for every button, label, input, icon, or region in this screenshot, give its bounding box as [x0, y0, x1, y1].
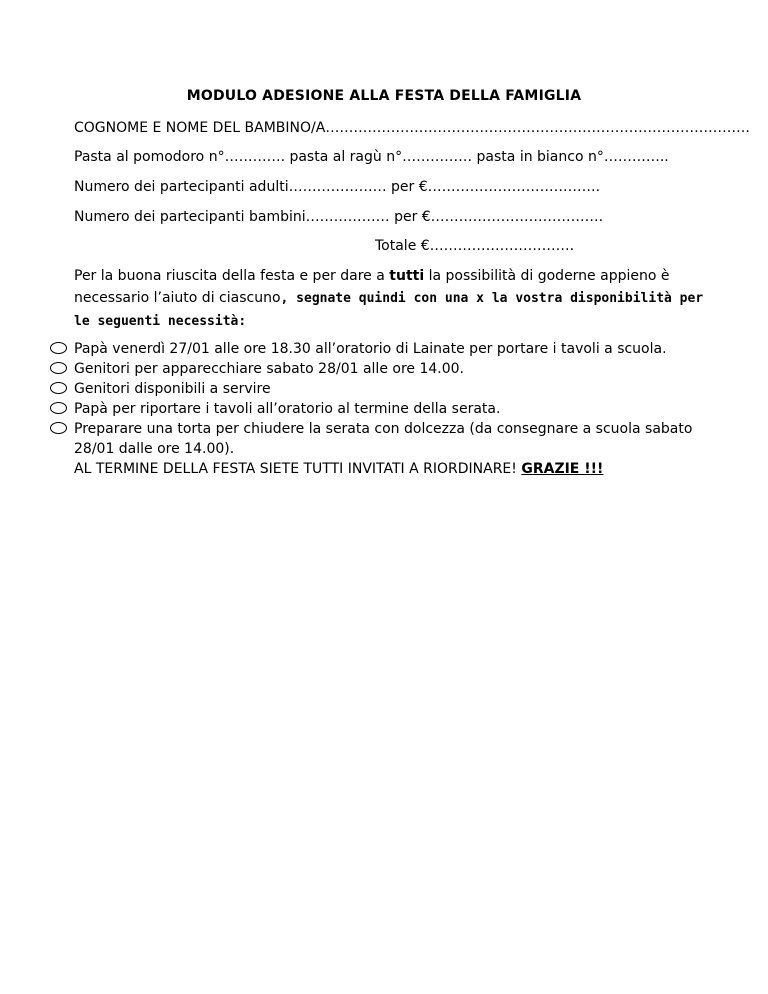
option-label: Preparare una torta per chiudere la serata con dolcezza (da consegnare a scuola sabato 28/01 dalle ore 14.00). — [74, 421, 693, 457]
option-item — [0, 339, 714, 359]
option-checkbox[interactable] — [50, 382, 67, 394]
child-name-field: COGNOME E NOME DEL BAMBINO/A………………………………………………………………………………. — [74, 120, 750, 136]
intro-text-bold-tail: , segnate quindi con una x la vostra disponibilità per le seguenti necessità: — [74, 291, 704, 329]
adults-count-line: Numero dei partecipanti adulti………………… per €………………………………. — [74, 179, 601, 195]
intro-text-part2: la possibilità di goderne appieno è necessario l’aiuto di ciascuno — [74, 268, 670, 306]
option-item — [0, 399, 714, 419]
intro-paragraph — [74, 265, 714, 333]
option-label: Genitori per apparecchiare sabato 28/01 alle ore 14.00. — [74, 361, 464, 377]
option-checkbox[interactable] — [50, 342, 67, 354]
option-item — [0, 379, 714, 399]
option-item — [0, 419, 714, 459]
children-count-line: Numero dei partecipanti bambini……………… per €………………………………. — [74, 209, 604, 225]
option-checkbox[interactable] — [50, 402, 67, 414]
option-checkbox[interactable] — [50, 422, 67, 434]
option-checkbox[interactable] — [50, 362, 67, 374]
pasta-choice-line: Pasta al pomodoro n°…………. pasta al ragù n°…………… pasta in bianco n°………….. — [74, 149, 669, 165]
options-list — [0, 339, 768, 479]
form-title: MODULO ADESIONE ALLA FESTA DELLA FAMIGLIA — [186, 88, 582, 104]
option-label: Genitori disponibili a servire — [74, 381, 271, 397]
option-label: Papà per riportare i tavoli all’oratorio al termine della serata. — [74, 401, 501, 417]
closing-text: AL TERMINE DELLA FESTA SIETE TUTTI INVITATI A RIORDINARE! — [74, 461, 522, 477]
closing-line — [0, 459, 768, 479]
intro-text-tutti: tutti — [389, 268, 425, 284]
option-label: Papà venerdì 27/01 alle ore 18.30 all’oratorio di Lainate per portare i tavoli a scuola. — [74, 341, 667, 357]
thanks-text: GRAZIE !!! — [521, 461, 604, 477]
option-item — [0, 359, 714, 379]
total-line: Totale €…………………………. — [375, 238, 575, 254]
intro-text-part1: Per la buona riuscita della festa e per dare a — [74, 268, 390, 284]
